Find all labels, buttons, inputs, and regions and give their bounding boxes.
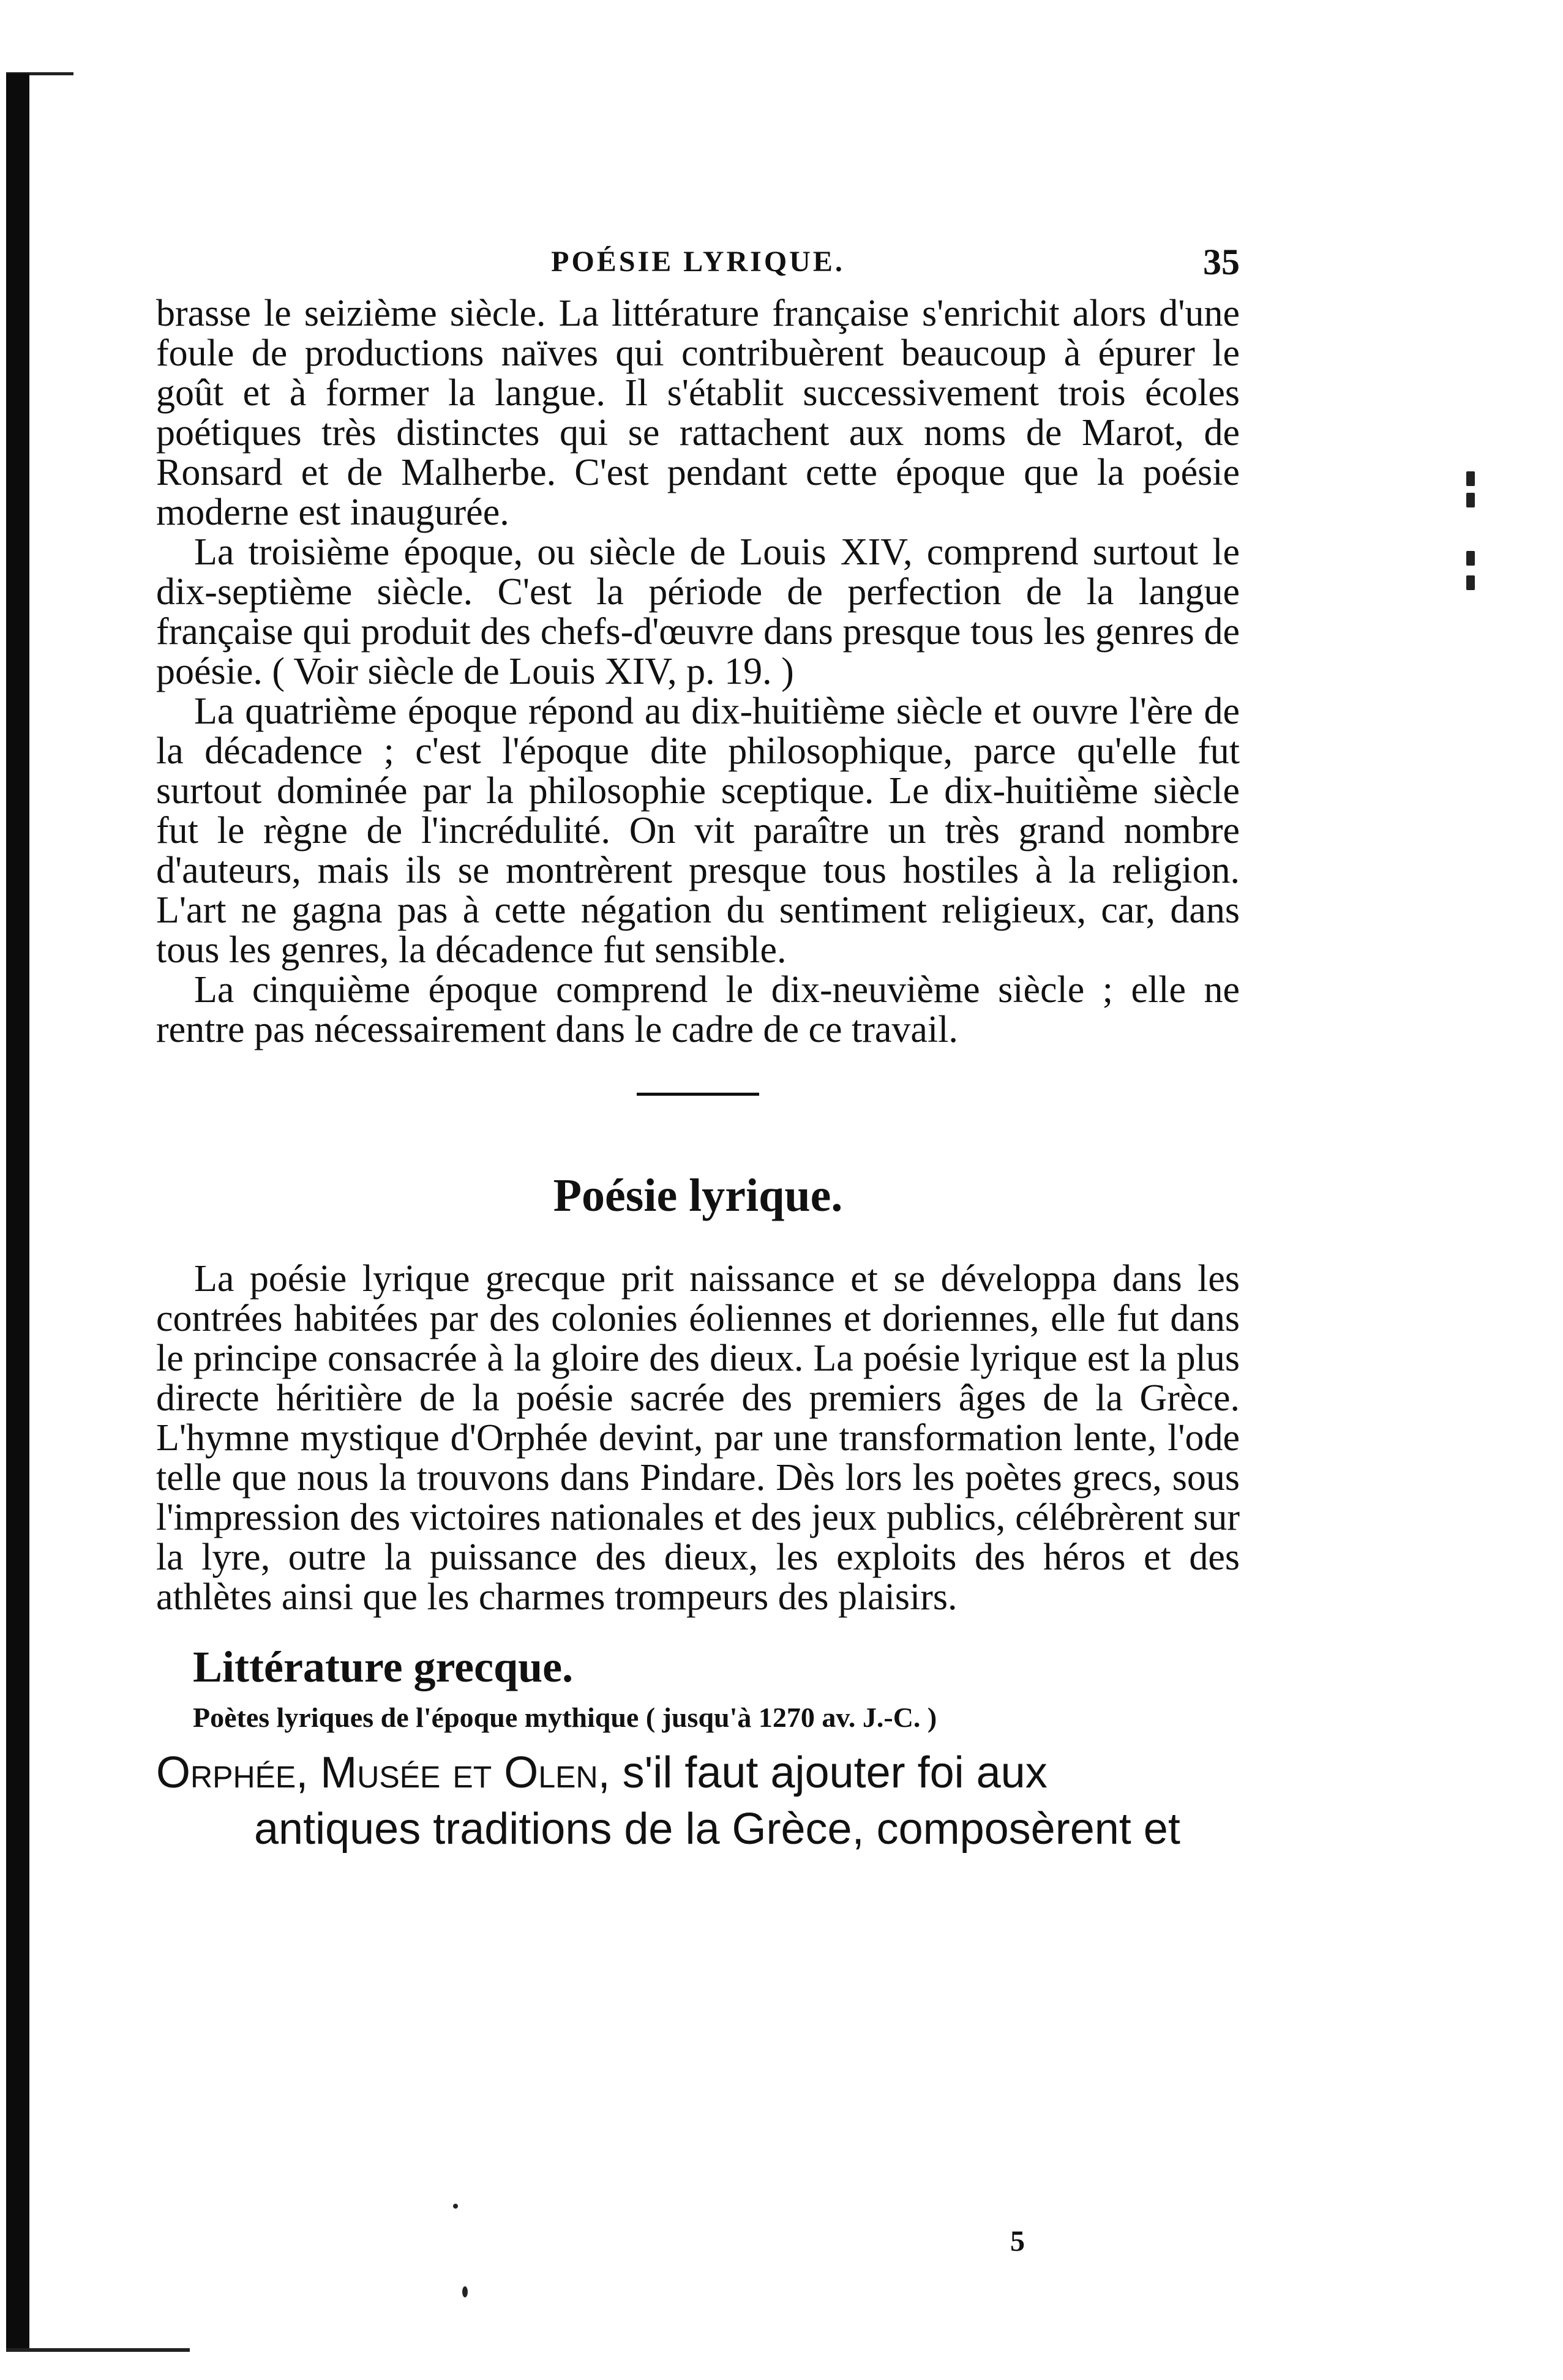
binding-shadow xyxy=(6,73,29,2351)
subsection-line-2: antiques traditions de la Grèce, composèrent et xyxy=(254,1805,1180,1854)
binding-edge-bottom xyxy=(6,2348,190,2352)
poet-names: Orphée, Musée et Olen, xyxy=(156,1748,610,1797)
subsection-line-1 xyxy=(156,1745,1240,1801)
scan-speck xyxy=(1466,471,1475,486)
paragraph-4: La cinquième époque comprend le dix-neuvième siècle ; elle ne rentre pas nécessairement dans le cadre de ce travail. xyxy=(156,969,1240,1050)
signature-mark: 5 xyxy=(1010,2225,1025,2258)
scan-speck xyxy=(1466,493,1475,507)
paragraph-2: La troisième époque, ou siècle de Louis XIV, comprend surtout le dix-septième siècle. C'est la période de perfection de la langue française qui produit des chefs-d'œuvre dans presque tous les genres de poésie. ( Voir siècle de Louis XIV, p. 19. ) xyxy=(156,531,1240,692)
page-number: 35 xyxy=(1203,242,1240,282)
scan-speck xyxy=(1466,551,1475,566)
scan-speck xyxy=(462,2286,468,2297)
paragraph-1: brasse le seizième siècle. La littérature française s'enrichit alors d'une foule de productions naïves qui contribuèrent beaucoup à épurer le goût et à former la langue. Il s'établit successivement trois écoles poétiques très distinctes qui se rattachent aux noms de Marot, de Ronsard et de Malherbe. C'est pendant cette époque que la poésie moderne est inaugurée. xyxy=(156,293,1240,533)
section-text xyxy=(156,1259,1240,1617)
running-head-title: POÉSIE LYRIQUE. xyxy=(551,245,845,278)
intro-text xyxy=(156,294,1240,1050)
subsection-text xyxy=(156,1745,1240,1857)
subsection-caption: Poètes lyriques de l'époque mythique ( jusqu'à 1270 av. J.-C. ) xyxy=(193,1702,937,1733)
subsection-heading: Littérature grecque. xyxy=(193,1642,574,1691)
scan-speck xyxy=(1466,575,1475,590)
section-paragraph: La poésie lyrique grecque prit naissance et se développa dans les contrées habitées par des colonies éoliennes et doriennes, elle fut dans le principe consacrée à la gloire des dieux. La poésie lyrique est la plus directe héritière de la poésie sacrée des premiers âges de la Grèce. L'hymne mystique d'Orphée devint, par une transformation lente, l'ode telle que nous la trouvons dans Pindare. Dès lors les poètes grecs, sous l'impression des victoires nationales et des jeux publics, célébrèrent sur la lyre, outre la puissance des dieux, les exploits des héros et des athlètes ainsi que les charmes trompeurs des plaisirs. xyxy=(156,1258,1240,1618)
paragraph-3: La quatrième époque répond au dix-huitième siècle et ouvre l'ère de la décadence ; c'est l'époque dite philosophique, parce qu'elle fut surtout dominée par la philosophie sceptique. Le dix-huitième siècle fut le règne de l'incrédulité. On vit paraître un très grand nombre d'auteurs, mais ils se montrèrent presque tous hostiles à la religion. L'art ne gagna pas à cette négation du sentiment religieux, car, dans tous les genres, la décadence fut sensible. xyxy=(156,690,1240,971)
subsection-line-1-rest: s'il faut ajouter foi aux xyxy=(610,1748,1048,1797)
section-divider xyxy=(637,1093,759,1096)
page-content xyxy=(156,242,1240,1857)
running-head xyxy=(156,242,1240,294)
scan-speck xyxy=(453,2204,458,2209)
section-title: Poésie lyrique. xyxy=(553,1170,843,1221)
